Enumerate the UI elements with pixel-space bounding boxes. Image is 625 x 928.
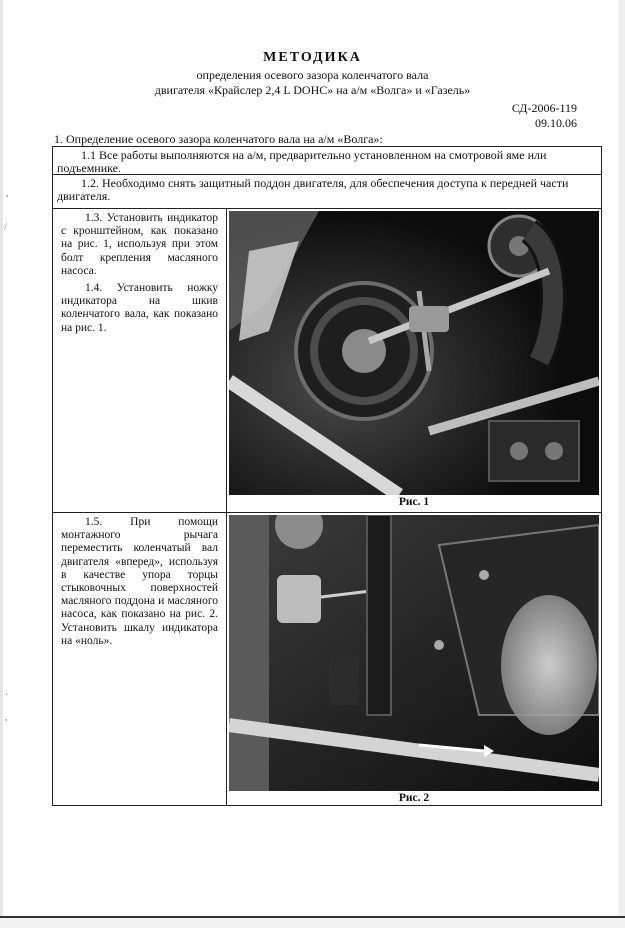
step-1-1: 1.1 Все работы выполняются на а/м, предварительно установленном на смотровой яме или подъемнике.	[57, 148, 547, 175]
document-title: МЕТОДИКА	[263, 50, 362, 65]
table-row-figure-1	[53, 209, 601, 513]
scan-mark: ,	[6, 188, 9, 199]
engine-pulley-photo	[229, 211, 599, 495]
document-subtitle-engine: двигателя «Крайслер 2,4 L DOHC» на а/м «Волга» и «Газель»	[154, 83, 471, 97]
step-1-3: 1.3. Установить индикатор с кронштейном, как показано на рис. 1, используя при этом болт крепления масляного насоса.	[61, 212, 218, 277]
step-1-4: 1.4. Установить ножку индикатора на шкив коленчатого вала, как показано на рис. 1.	[61, 282, 218, 334]
figure-1-caption: Рис. 1	[398, 496, 430, 508]
text-cell	[53, 513, 227, 805]
document-code: СД-2006-119	[511, 101, 577, 115]
crankshaft-lever-photo	[229, 515, 599, 791]
figure-1-photo	[229, 211, 599, 495]
figure-2-caption: Рис. 2	[398, 792, 430, 804]
procedure-table	[52, 146, 602, 806]
text-cell	[53, 209, 227, 512]
page-bottom-shade	[0, 918, 625, 928]
table-row-figure-2	[53, 513, 601, 805]
table-row	[53, 147, 601, 175]
page-edge-left	[0, 0, 3, 928]
scan-mark: /	[4, 222, 7, 233]
page-edge-right	[619, 0, 625, 928]
scan-mark: ·	[5, 690, 9, 701]
figure-2-photo	[229, 515, 599, 791]
document-subtitle: определения осевого зазора коленчатого вала	[196, 68, 429, 82]
step-1-2: 1.2. Необходимо снять защитный поддон двигателя, для обеспечения доступа к передней части двигателя.	[57, 176, 569, 203]
table-row	[53, 175, 601, 209]
document-date: 09.10.06	[535, 116, 577, 130]
scan-mark: ,	[5, 712, 8, 723]
section-heading: 1. Определение осевого зазора коленчатого вала на а/м «Волга»:	[54, 132, 383, 146]
step-1-5: 1.5. При помощи монтажного рычага переместить коленчатый вал двигателя «вперед», используя в качестве упора торцы стыковочных поверхностей масляного поддона и масляного насоса, как показано на рис. 2. Установить шкалу индикатора на «ноль».	[61, 516, 218, 647]
